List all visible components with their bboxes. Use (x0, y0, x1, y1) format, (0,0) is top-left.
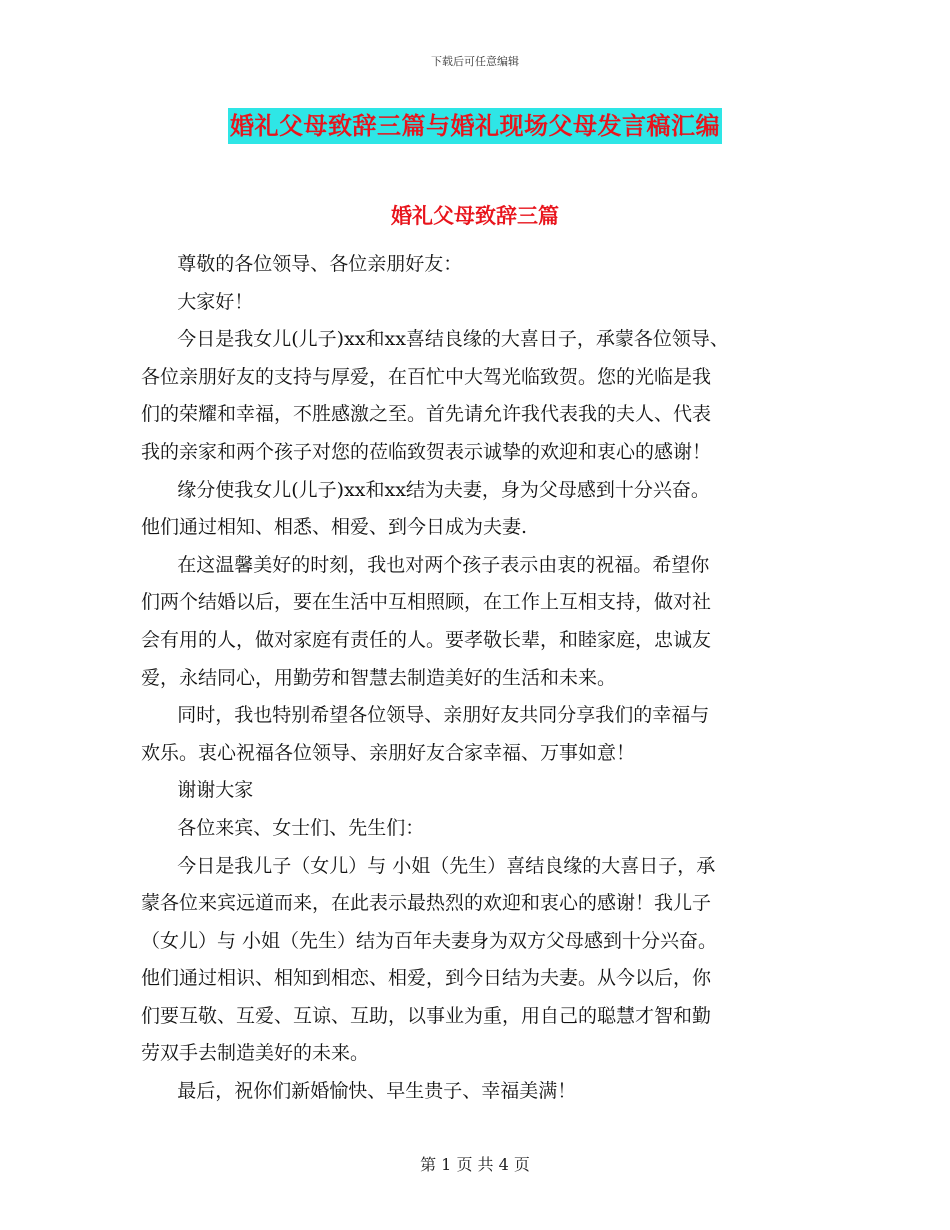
document-title-container (0, 108, 950, 144)
body-line: 会有用的人，做对家庭有责任的人。要孝敬长辈，和睦家庭，忠诚友 (141, 628, 712, 651)
body-line: 们两个结婚以后，要在生活中互相照顾，在工作上互相支持，做对社 (141, 591, 712, 614)
body-line: 我的亲家和两个孩子对您的莅临致贺表示诚挚的欢迎和衷心的感谢！ (141, 440, 712, 463)
body-line: 各位亲朋好友的支持与厚爱，在百忙中大驾光临致贺。您的光临是我 (141, 365, 712, 388)
document-body (141, 246, 831, 1111)
section-title: 婚礼父母致辞三篇 (391, 204, 559, 228)
body-line: 蒙各位来宾远道而来，在此表示最热烈的欢迎和衷心的感谢！我儿子 (141, 892, 712, 915)
body-line: 们要互敬、互爱、互谅、互助，以事业为重，用自己的聪慧才智和勤 (141, 1004, 712, 1027)
body-line: 同时，我也特别希望各位领导、亲朋好友共同分享我们的幸福与 (141, 704, 710, 727)
body-line: 他们通过相知、相悉、相爱、到今日成为夫妻. (141, 516, 528, 539)
body-line: 今日是我女儿(儿子)xx和xx喜结良缘的大喜日子，承蒙各位领导、 (141, 328, 729, 351)
document-title: 婚礼父母致辞三篇与婚礼现场父母发言稿汇编 (228, 108, 722, 144)
body-line: 大家好！ (141, 290, 254, 313)
body-line: （女儿）与 小姐（先生）结为百年夫妻身为双方父母感到十分兴奋。 (141, 929, 718, 952)
body-line: 爱，永结同心，用勤劳和智慧去制造美好的生活和未来。 (141, 666, 617, 689)
body-line: 尊敬的各位领导、各位亲朋好友： (141, 253, 463, 275)
page-header-note: 下载后可任意编辑 (431, 55, 519, 68)
body-line: 劳双手去制造美好的未来。 (141, 1042, 370, 1065)
body-line: 最后，祝你们新婚愉快、早生贵子、幸福美满！ (141, 1080, 577, 1103)
page-number-footer: 第 1 页 共 4 页 (420, 1155, 530, 1174)
body-line: 各位来宾、女士们、先生们： (141, 816, 425, 839)
body-line: 们的荣耀和幸福，不胜感激之至。首先请允许我代表我的夫人、代表 (141, 403, 712, 426)
body-line: 他们通过相识、相知到相恋、相爱，到今日结为夫妻。从今以后，你 (141, 967, 712, 990)
body-line: 今日是我儿子（女儿）与 小姐（先生）喜结良缘的大喜日子，承 (141, 854, 716, 877)
body-line: 谢谢大家 (141, 779, 254, 802)
body-line: 在这温馨美好的时刻，我也对两个孩子表示由衷的祝福。希望你 (141, 553, 710, 576)
body-line: 欢乐。衷心祝福各位领导、亲朋好友合家幸福、万事如意！ (141, 741, 636, 764)
body-line: 缘分使我女儿(儿子)xx和xx结为夫妻，身为父母感到十分兴奋。 (141, 478, 710, 501)
